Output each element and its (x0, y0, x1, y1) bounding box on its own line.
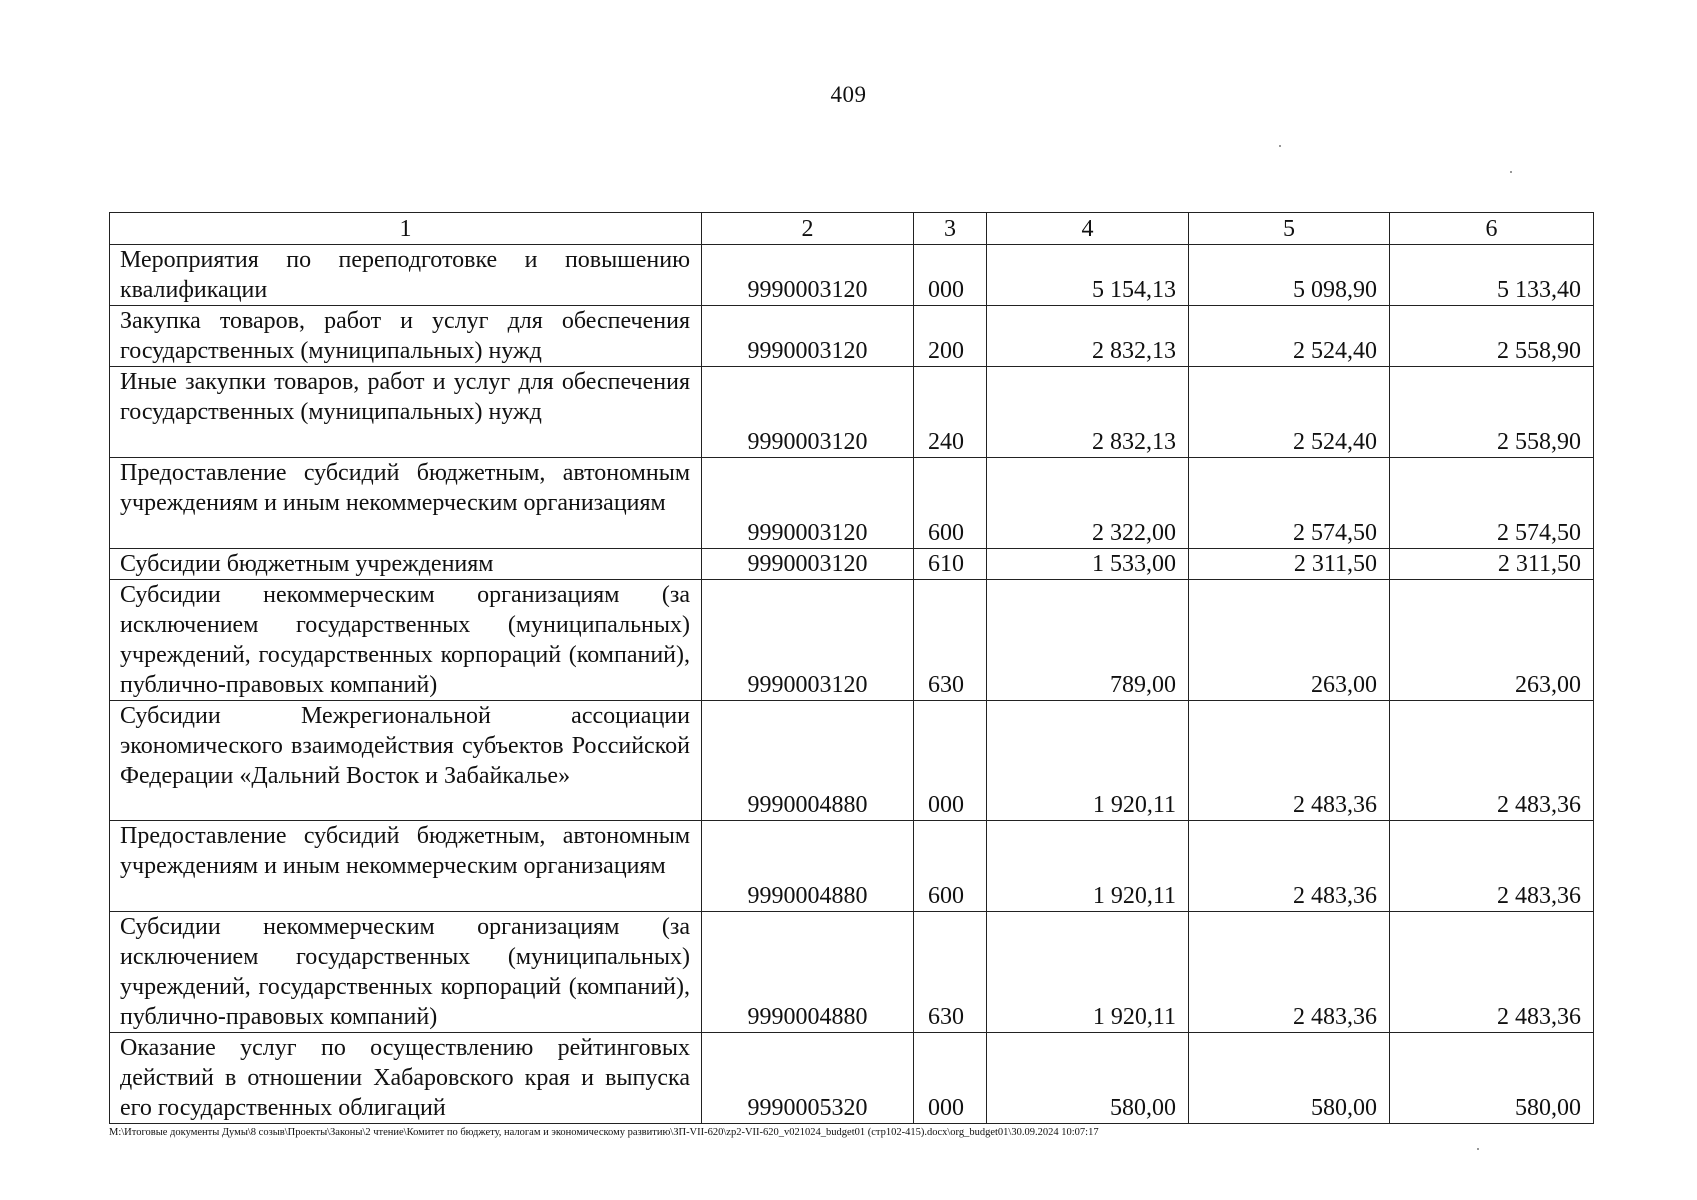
column-header: 5 (1189, 213, 1390, 245)
row-name: Иные закупки товаров, работ и услуг для обеспечения государственных (муниципальных) нужд (110, 367, 702, 458)
row-code: 9990003120 (702, 580, 914, 701)
table-header-row (110, 213, 1594, 245)
row-type: 610 (914, 549, 987, 580)
row-name: Предоставление субсидий бюджетным, автономным учреждениям и иным некоммерческим организациям (110, 458, 702, 549)
row-value-5: 2 524,40 (1189, 306, 1390, 367)
row-value-6: 5 133,40 (1390, 245, 1594, 306)
table-row (110, 1033, 1594, 1124)
row-code: 9990003120 (702, 367, 914, 458)
scan-speck (1510, 171, 1512, 173)
column-header: 1 (110, 213, 702, 245)
column-header: 6 (1390, 213, 1594, 245)
row-name: Предоставление субсидий бюджетным, автономным учреждениям и иным некоммерческим организациям (110, 821, 702, 912)
table-row (110, 580, 1594, 701)
row-value-6: 2 483,36 (1390, 821, 1594, 912)
row-type: 600 (914, 458, 987, 549)
row-type: 240 (914, 367, 987, 458)
row-value-4: 1 920,11 (987, 701, 1189, 821)
row-value-5: 2 483,36 (1189, 821, 1390, 912)
row-value-4: 789,00 (987, 580, 1189, 701)
row-name: Субсидии некоммерческим организациям (за исключением государственных (муниципальных) учреждений, государственных корпораций (компаний), публично-правовых компаний) (110, 912, 702, 1033)
row-code: 9990004880 (702, 701, 914, 821)
row-value-6: 2 558,90 (1390, 367, 1594, 458)
row-name: Субсидии Межрегиональной ассоциации экономического взаимодействия субъектов Российской Федерации «Дальний Восток и Забайкалье» (110, 701, 702, 821)
row-value-6: 580,00 (1390, 1033, 1594, 1124)
table-row (110, 549, 1594, 580)
row-name: Закупка товаров, работ и услуг для обеспечения государственных (муниципальных) нужд (110, 306, 702, 367)
row-value-4: 1 533,00 (987, 549, 1189, 580)
row-code: 9990003120 (702, 458, 914, 549)
file-path-footer: M:\Итоговые документы Думы\8 созыв\Проекты\Законы\2 чтение\Комитет по бюджету, налогам и экономическому развитию\ЗП-VII-620\zp2-VII-620_v021024_budget01 (стр102-415).docx\org_budget01\30.09.2024 10:07:17 (109, 1127, 1099, 1138)
row-code: 9990005320 (702, 1033, 914, 1124)
row-value-5: 2 311,50 (1189, 549, 1390, 580)
row-name: Субсидии некоммерческим организациям (за исключением государственных (муниципальных) учреждений, государственных корпораций (компаний), публично-правовых компаний) (110, 580, 702, 701)
row-name: Оказание услуг по осуществлению рейтинговых действий в отношении Хабаровского края и выпуска его государственных облигаций (110, 1033, 702, 1124)
budget-table (109, 212, 1594, 1124)
table-row (110, 821, 1594, 912)
row-value-4: 5 154,13 (987, 245, 1189, 306)
row-value-5: 2 483,36 (1189, 701, 1390, 821)
row-value-4: 1 920,11 (987, 912, 1189, 1033)
page-number: 409 (830, 82, 867, 107)
row-value-5: 2 524,40 (1189, 367, 1390, 458)
row-code: 9990004880 (702, 912, 914, 1033)
row-name: Субсидии бюджетным учреждениям (110, 549, 702, 580)
row-value-4: 2 322,00 (987, 458, 1189, 549)
scan-speck (1477, 1148, 1479, 1150)
row-code: 9990003120 (702, 549, 914, 580)
table-row (110, 367, 1594, 458)
row-type: 000 (914, 701, 987, 821)
row-value-6: 263,00 (1390, 580, 1594, 701)
table-row (110, 458, 1594, 549)
table-row (110, 912, 1594, 1033)
row-value-5: 2 483,36 (1189, 912, 1390, 1033)
row-value-4: 1 920,11 (987, 821, 1189, 912)
row-type: 630 (914, 912, 987, 1033)
column-header: 3 (914, 213, 987, 245)
row-code: 9990003120 (702, 306, 914, 367)
row-type: 000 (914, 245, 987, 306)
column-header: 2 (702, 213, 914, 245)
row-value-6: 2 483,36 (1390, 701, 1594, 821)
row-value-4: 2 832,13 (987, 367, 1189, 458)
row-type: 630 (914, 580, 987, 701)
row-value-6: 2 558,90 (1390, 306, 1594, 367)
row-name: Мероприятия по переподготовке и повышению квалификации (110, 245, 702, 306)
row-value-5: 580,00 (1189, 1033, 1390, 1124)
table-row (110, 701, 1594, 821)
row-value-6: 2 574,50 (1390, 458, 1594, 549)
scan-speck (1279, 145, 1281, 147)
row-type: 200 (914, 306, 987, 367)
row-value-4: 2 832,13 (987, 306, 1189, 367)
row-value-5: 5 098,90 (1189, 245, 1390, 306)
row-code: 9990003120 (702, 245, 914, 306)
row-type: 600 (914, 821, 987, 912)
table-row (110, 245, 1594, 306)
row-value-6: 2 483,36 (1390, 912, 1594, 1033)
column-header: 4 (987, 213, 1189, 245)
row-code: 9990004880 (702, 821, 914, 912)
table-row (110, 306, 1594, 367)
row-value-5: 263,00 (1189, 580, 1390, 701)
row-value-6: 2 311,50 (1390, 549, 1594, 580)
row-type: 000 (914, 1033, 987, 1124)
row-value-5: 2 574,50 (1189, 458, 1390, 549)
row-value-4: 580,00 (987, 1033, 1189, 1124)
